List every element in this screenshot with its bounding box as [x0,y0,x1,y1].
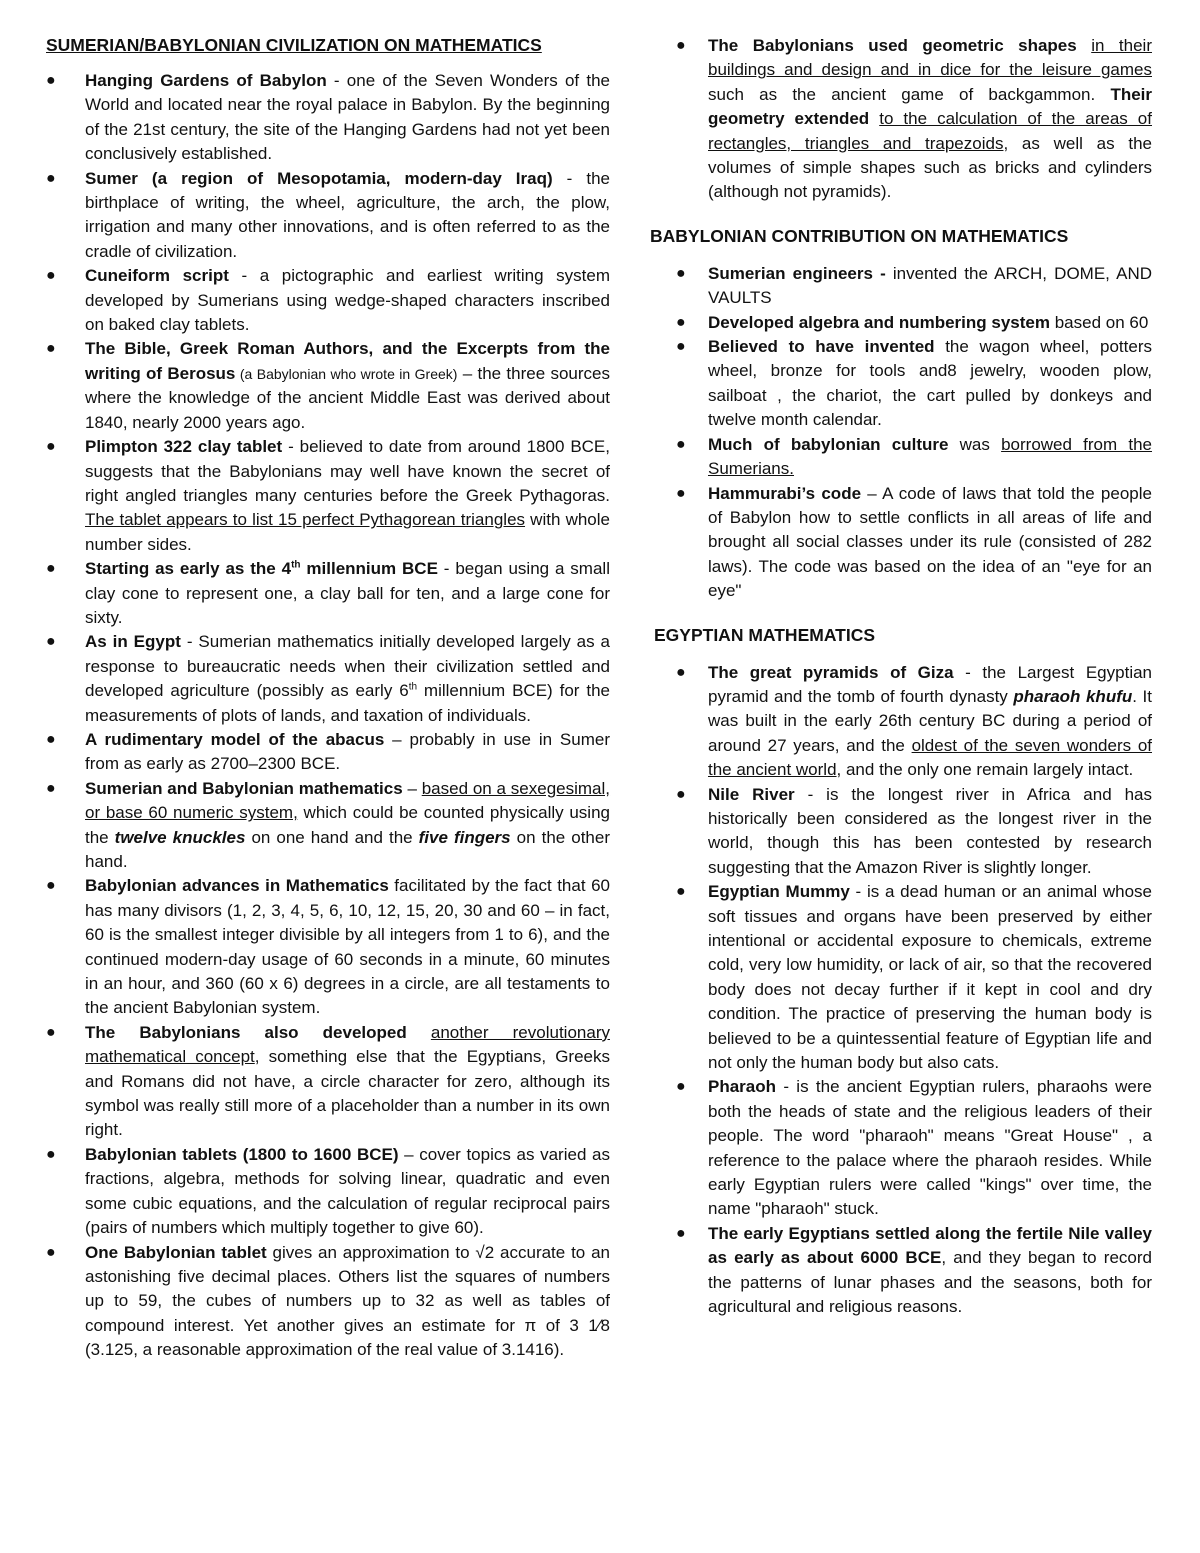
list-item: ● Babylonian advances in Mathematics facilitated by the fact that 60 has many divisors (1, 2, 3, 4, 5, 6, 10, 12, 15, 20, 30 and 60 – in fact, 60 is the smallest integer divisible by all integers from 1 to 6), and the continued modern-day usage of 60 seconds in a minute, 60 minutes in an hour, and 360 (60 x 6) degrees in a circle, are all testaments to the ancient Babylonian system. [46,876,610,1018]
bullet-icon: ● [676,37,686,54]
list-item: ● The Babylonians also developed another revolutionary mathematical concept, something else that the Egyptians, Greeks and Romans did not have, a circle character for zero, although its symbol was really still more of a placeholder than a number in its own right. [46,1022,610,1140]
bullet-icon: ● [676,264,686,282]
section-heading-sumerian: SUMERIAN/BABYLONIAN CIVILIZATION ON MATHEMATICS [46,35,542,55]
bullet-icon: ● [46,340,56,358]
egyptian-list [650,661,1152,1320]
list-item: ● Sumerian and Babylonian mathematics – based on a sexegesimal, or base 60 numeric system, which could be counted physically using the twelve knuckles on one hand and the five fingers on the other hand. [46,778,611,871]
list-item: ● The great pyramids of Giza - the Largest Egyptian pyramid and the tomb of fourth dynasty pharaoh khufu. It was built in the early 26th century BC during a period of around 27 years, and the oldest of the seven wonders of the ancient world, and the only one remain largely intact. [650,661,1152,783]
right-column [650,34,1152,1320]
bullet-icon: ● [676,663,686,681]
bullet-icon: ● [676,785,686,803]
geometry-list [650,34,1152,205]
list-item: ● A rudimentary model of the abacus – probably in use in Sumer from as early as 2700–2300 BCE. [46,729,610,774]
list-item: ● Starting as early as the 4th millennium BCE - began using a small clay cone to represent one, a clay ball for ten, and a large cone for sixty. [46,559,610,627]
section-heading-babylonian: BABYLONIAN CONTRIBUTION ON MATHEMATICS [650,225,1069,246]
list-item: ● As in Egypt - Sumerian mathematics initially developed largely as a response to bureaucratic needs when their civilization settled and developed agriculture (possibly as early 6th millennium BCE) for the measurements of plots of lands, and taxation of individuals. [46,632,610,725]
bullet-icon: ● [676,338,686,356]
bullet-icon: ● [676,1078,686,1096]
bullet-icon: ● [676,1224,686,1242]
bullet-icon: ● [46,877,56,895]
list-item: ● Hammurabi’s code – A code of laws that told the people of Babylon how to settle conflicts in all areas of life and brought all social classes under its rule (consisted of 282 laws). The code was based on the idea of an "eye for an eye" [650,482,1152,604]
list-item: ● Hanging Gardens of Babylon - one of the Seven Wonders of the World and located near the royal palace in Babylon. By the beginning of the 21st century, the site of the Hanging Gardens had not yet been conclusively established. [46,71,610,164]
bullet-icon: ● [676,435,686,453]
bullet-icon: ● [676,883,686,901]
left-column [46,34,610,1363]
bullet-icon: ● [46,72,56,89]
list-item: ● The early Egyptians settled along the fertile Nile valley as early as about 6000 BCE, and they began to record the patterns of lunar phases and the seasons, both for agricultural and religious reasons. [650,1222,1152,1320]
bullet-icon: ● [676,484,686,502]
list-item: ● Plimpton 322 clay tablet - believed to date from around 1800 BCE, suggests that the Babylonians may well have known the secret of right angled triangles many centuries before the Greek Pythagoras. The tablet appears to list 15 perfect Pythagorean triangles with whole number sides. [46,437,610,554]
list-item: ● Babylonian tablets (1800 to 1600 BCE) – cover topics as varied as fractions, algebra, methods for solving linear, quadratic and even some cubic equations, and the calculation of regular reciprocal pairs (pairs of numbers which multiply together to give 60). [46,1144,610,1238]
list-item: ● Nile River - is the longest river in Africa and has historically been considered as the longest river in the world, though this has been contested by research suggesting that the Amazon River is slightly longer. [650,783,1152,881]
bullet-icon: ● [46,560,56,578]
list-item: ● Pharaoh - is the ancient Egyptian rulers, pharaohs were both the heads of state and the religious leaders of their people. The word "pharaoh" means "Great House" , a reference to the palace where the pharaoh resides. While early Egyptian rulers were called "kings" over time, the name "pharaoh" stuck. [650,1075,1152,1221]
list-item: ● Cuneiform script - a pictographic and earliest writing system developed by Sumerians using wedge-shaped characters inscribed on baked clay tablets. [46,266,610,335]
section-heading-egyptian: EGYPTIAN MATHEMATICS [654,624,876,645]
list-item: ● Much of babylonian culture was borrowed from the Sumerians. [650,433,1152,482]
bullet-icon: ● [46,730,56,748]
bullet-icon: ● [46,1243,56,1261]
list-item: ● Believed to have invented the wagon wheel, potters wheel, bronze for tools and8 jewelry, wooden plow, sailboat , the chariot, the cart pulled by donkeys and twelve month calendar. [650,335,1152,433]
list-item: ● Developed algebra and numbering system based on 60 [650,311,1152,335]
list-item: ● One Babylonian tablet gives an approximation to √2 accurate to an astonishing five decimal places. Others list the squares of numbers up to 59, the cubes of numbers up to 32 as well as tables of compound interest. Yet another gives an estimate for π of 3 1⁄8 (3.125, a reasonable approximation of the real value of 3.1416). [46,1242,610,1360]
bullet-icon: ● [676,313,686,331]
bullet-icon: ● [46,1145,56,1163]
bullet-icon: ● [46,633,56,651]
list-item: ● Sumer (a region of Mesopotamia, modern-day Iraq) - the birthplace of writing, the wheel, agriculture, the arch, the plow, irrigation and many other innovations, and is often referred to as the cradle of civilization. [46,168,610,261]
list-item: ● Sumerian engineers - invented the ARCH, DOME, AND VAULTS [650,262,1152,311]
list-item: ● Egyptian Mummy - is a dead human or an animal whose soft tissues and organs have been preserved by either intentional or accidental exposure to chemicals, extreme cold, very low humidity, or lack of air, so that the recovered body does not decay further if it kept in cool and dry condition. The practice of preserving the human body is believed to be a quintessential feature of Egyptian life and not only the human body but also cats. [650,880,1152,1075]
list-item: ● The Babylonians used geometric shapes in their buildings and design and in dice for the leisure games such as the ancient game of backgammon. Their geometry extended to the calculation of the areas of rectangles, triangles and trapezoids, as well as the volumes of simple shapes such as bricks and cylinders (although not pyramids). [650,34,1152,205]
babylonian-list [650,262,1152,604]
bullet-icon: ● [46,779,56,797]
bullet-icon: ● [46,438,56,456]
bullet-icon: ● [46,169,56,187]
bullet-icon: ● [46,1023,56,1041]
sumerian-list [46,69,610,1363]
list-item: ● The Bible, Greek Roman Authors, and the Excerpts from the writing of Berosus (a Babylonian who wrote in Greek) – the three sources where the knowledge of the ancient Middle East was derived about 1840, nearly 2000 years ago. [46,339,610,432]
bullet-icon: ● [46,267,56,285]
